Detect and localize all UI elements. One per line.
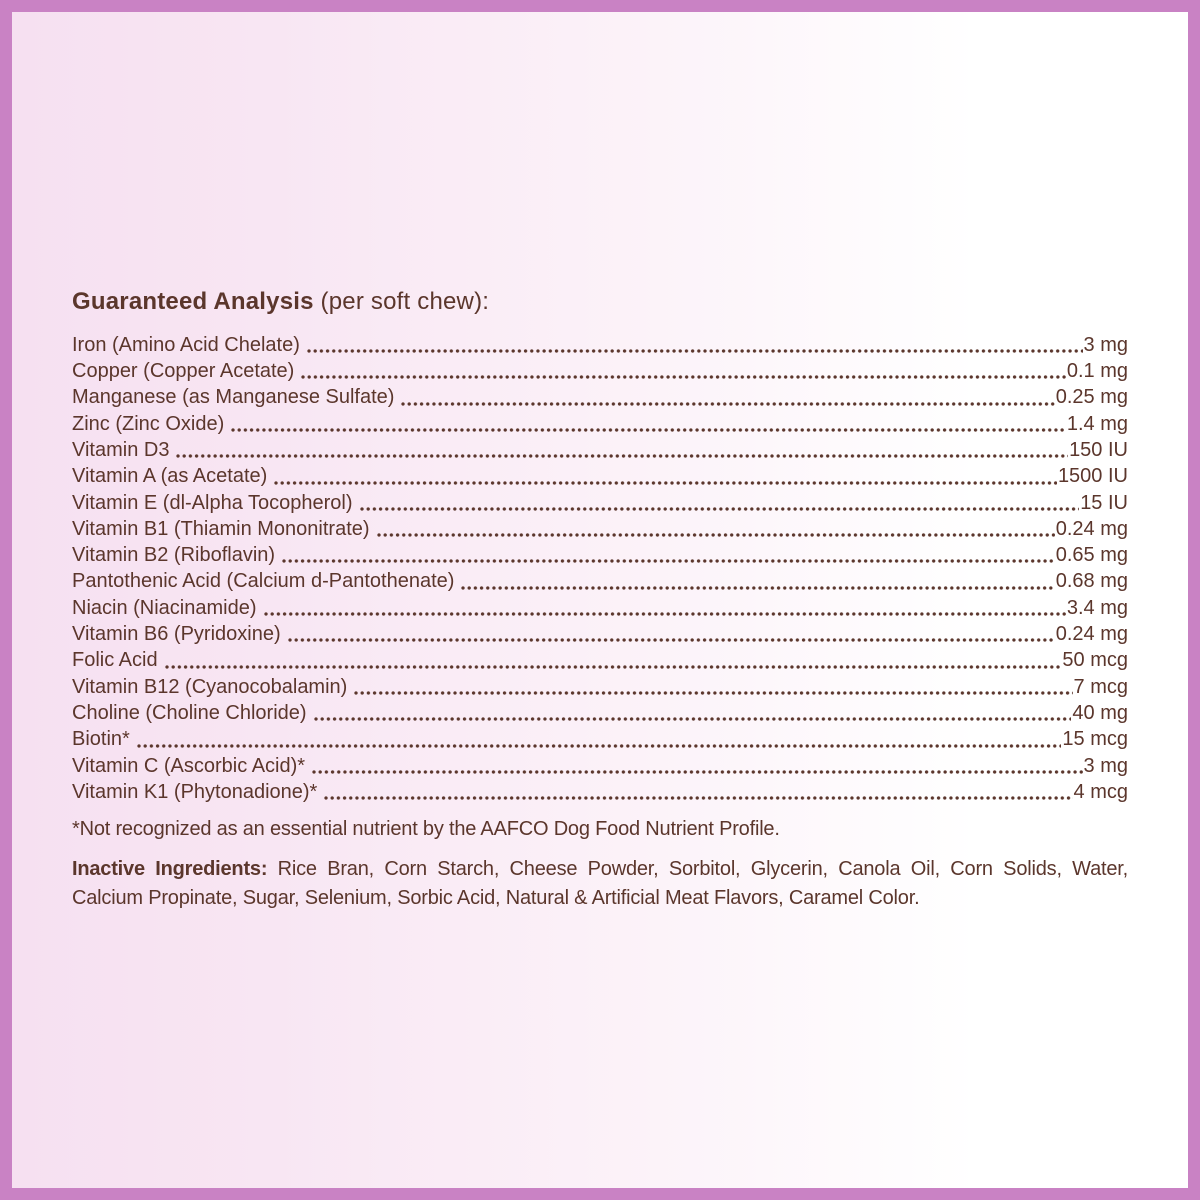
analysis-row — [72, 542, 1128, 568]
analysis-row — [72, 490, 1128, 516]
nutrient-label: Biotin* — [72, 728, 130, 751]
nutrient-value: 4 mcg — [1073, 780, 1128, 803]
analysis-row — [72, 753, 1128, 779]
analysis-row — [72, 647, 1128, 673]
analysis-row — [72, 726, 1128, 752]
label-background-panel — [12, 12, 1188, 1188]
dot-leader — [314, 717, 1072, 721]
nutrient-label: Vitamin B12 (Cyanocobalamin) — [72, 675, 348, 698]
nutrient-value: 150 IU — [1069, 438, 1128, 461]
nutrient-value: 1.4 mg — [1066, 412, 1128, 435]
dot-leader — [137, 744, 1062, 748]
inactive-ingredients-label: Inactive Ingredients: — [72, 858, 268, 881]
nutrient-value: 15 IU — [1080, 491, 1128, 514]
dot-leader — [301, 375, 1066, 379]
nutrient-label: Folic Acid — [72, 649, 158, 672]
nutrient-label: Vitamin E (dl-Alpha Tocopherol) — [72, 491, 353, 514]
nutrient-label: Vitamin D3 — [72, 438, 170, 461]
nutrient-label: Iron (Amino Acid Chelate) — [72, 333, 300, 356]
nutrient-value: 7 mcg — [1073, 675, 1128, 698]
inactive-ingredients — [72, 855, 1128, 913]
dot-leader — [274, 481, 1057, 485]
analysis-row — [72, 437, 1128, 463]
nutrient-value: 1500 IU — [1057, 465, 1128, 488]
analysis-rows — [72, 332, 1128, 805]
nutrient-label: Manganese (as Manganese Sulfate) — [72, 386, 395, 409]
analysis-row — [72, 700, 1128, 726]
dot-leader — [354, 691, 1072, 695]
dot-leader — [360, 507, 1080, 511]
nutrient-value: 0.68 mg — [1055, 570, 1128, 593]
nutrient-label: Vitamin A (as Acetate) — [72, 465, 268, 488]
analysis-row — [72, 779, 1128, 805]
dot-leader — [165, 665, 1062, 669]
dot-leader — [264, 612, 1066, 616]
aafco-footnote: *Not recognized as an essential nutrient by the AAFCO Dog Food Nutrient Profile. — [72, 818, 780, 841]
analysis-row — [72, 463, 1128, 489]
nutrient-value: 50 mcg — [1062, 649, 1128, 672]
nutrient-label: Choline (Choline Chloride) — [72, 701, 307, 724]
nutrient-value: 3 mg — [1083, 333, 1128, 356]
nutrient-label: Vitamin K1 (Phytonadione)* — [72, 780, 318, 803]
nutrient-label: Zinc (Zinc Oxide) — [72, 412, 225, 435]
nutrient-label: Pantothenic Acid (Calcium d-Pantothenate) — [72, 570, 455, 593]
dot-leader — [307, 349, 1083, 353]
analysis-row — [72, 568, 1128, 594]
dot-leader — [176, 454, 1068, 458]
nutrient-value: 40 mg — [1072, 701, 1128, 724]
analysis-row — [72, 411, 1128, 437]
nutrient-value: 3.4 mg — [1066, 596, 1128, 619]
heading-title: Guaranteed Analysis — [72, 288, 314, 315]
analysis-row — [72, 332, 1128, 358]
dot-leader — [282, 559, 1055, 563]
dot-leader — [312, 770, 1082, 774]
analysis-row — [72, 516, 1128, 542]
nutrient-value: 0.25 mg — [1055, 386, 1128, 409]
dot-leader — [324, 796, 1072, 800]
analysis-row — [72, 384, 1128, 410]
nutrient-label: Niacin (Niacinamide) — [72, 596, 257, 619]
nutrient-label: Vitamin C (Ascorbic Acid)* — [72, 754, 306, 777]
nutrient-label: Vitamin B1 (Thiamin Mononitrate) — [72, 517, 370, 540]
heading-subtitle: (per soft chew): — [313, 288, 490, 315]
nutrient-value: 0.24 mg — [1055, 623, 1128, 646]
label-content — [72, 288, 1128, 913]
dot-leader — [461, 586, 1054, 590]
nutrient-value: 0.24 mg — [1055, 517, 1128, 540]
guaranteed-analysis-heading — [72, 288, 1128, 317]
nutrient-value: 15 mcg — [1062, 728, 1128, 751]
nutrient-label: Copper (Copper Acetate) — [72, 360, 295, 383]
analysis-row — [72, 621, 1128, 647]
dot-leader — [288, 638, 1055, 642]
dot-leader — [377, 533, 1055, 537]
nutrient-label: Vitamin B6 (Pyridoxine) — [72, 623, 281, 646]
dot-leader — [401, 402, 1054, 406]
analysis-row — [72, 674, 1128, 700]
nutrient-label: Vitamin B2 (Riboflavin) — [72, 544, 276, 567]
nutrient-value: 0.65 mg — [1055, 544, 1128, 567]
dot-leader — [231, 428, 1066, 432]
analysis-row — [72, 595, 1128, 621]
inactive-ingredients-text: Rice Bran, Corn Starch, Cheese Powder, Sorbitol, Glycerin, Canola Oil, Corn Solids, Water, Calcium Propinate, Sugar, Selenium, Sorbic Acid, Natural & Artificial Meat Flavors, Caramel Color. — [72, 858, 1129, 910]
analysis-row — [72, 358, 1128, 384]
nutrient-value: 3 mg — [1083, 754, 1128, 777]
nutrient-value: 0.1 mg — [1066, 360, 1128, 383]
